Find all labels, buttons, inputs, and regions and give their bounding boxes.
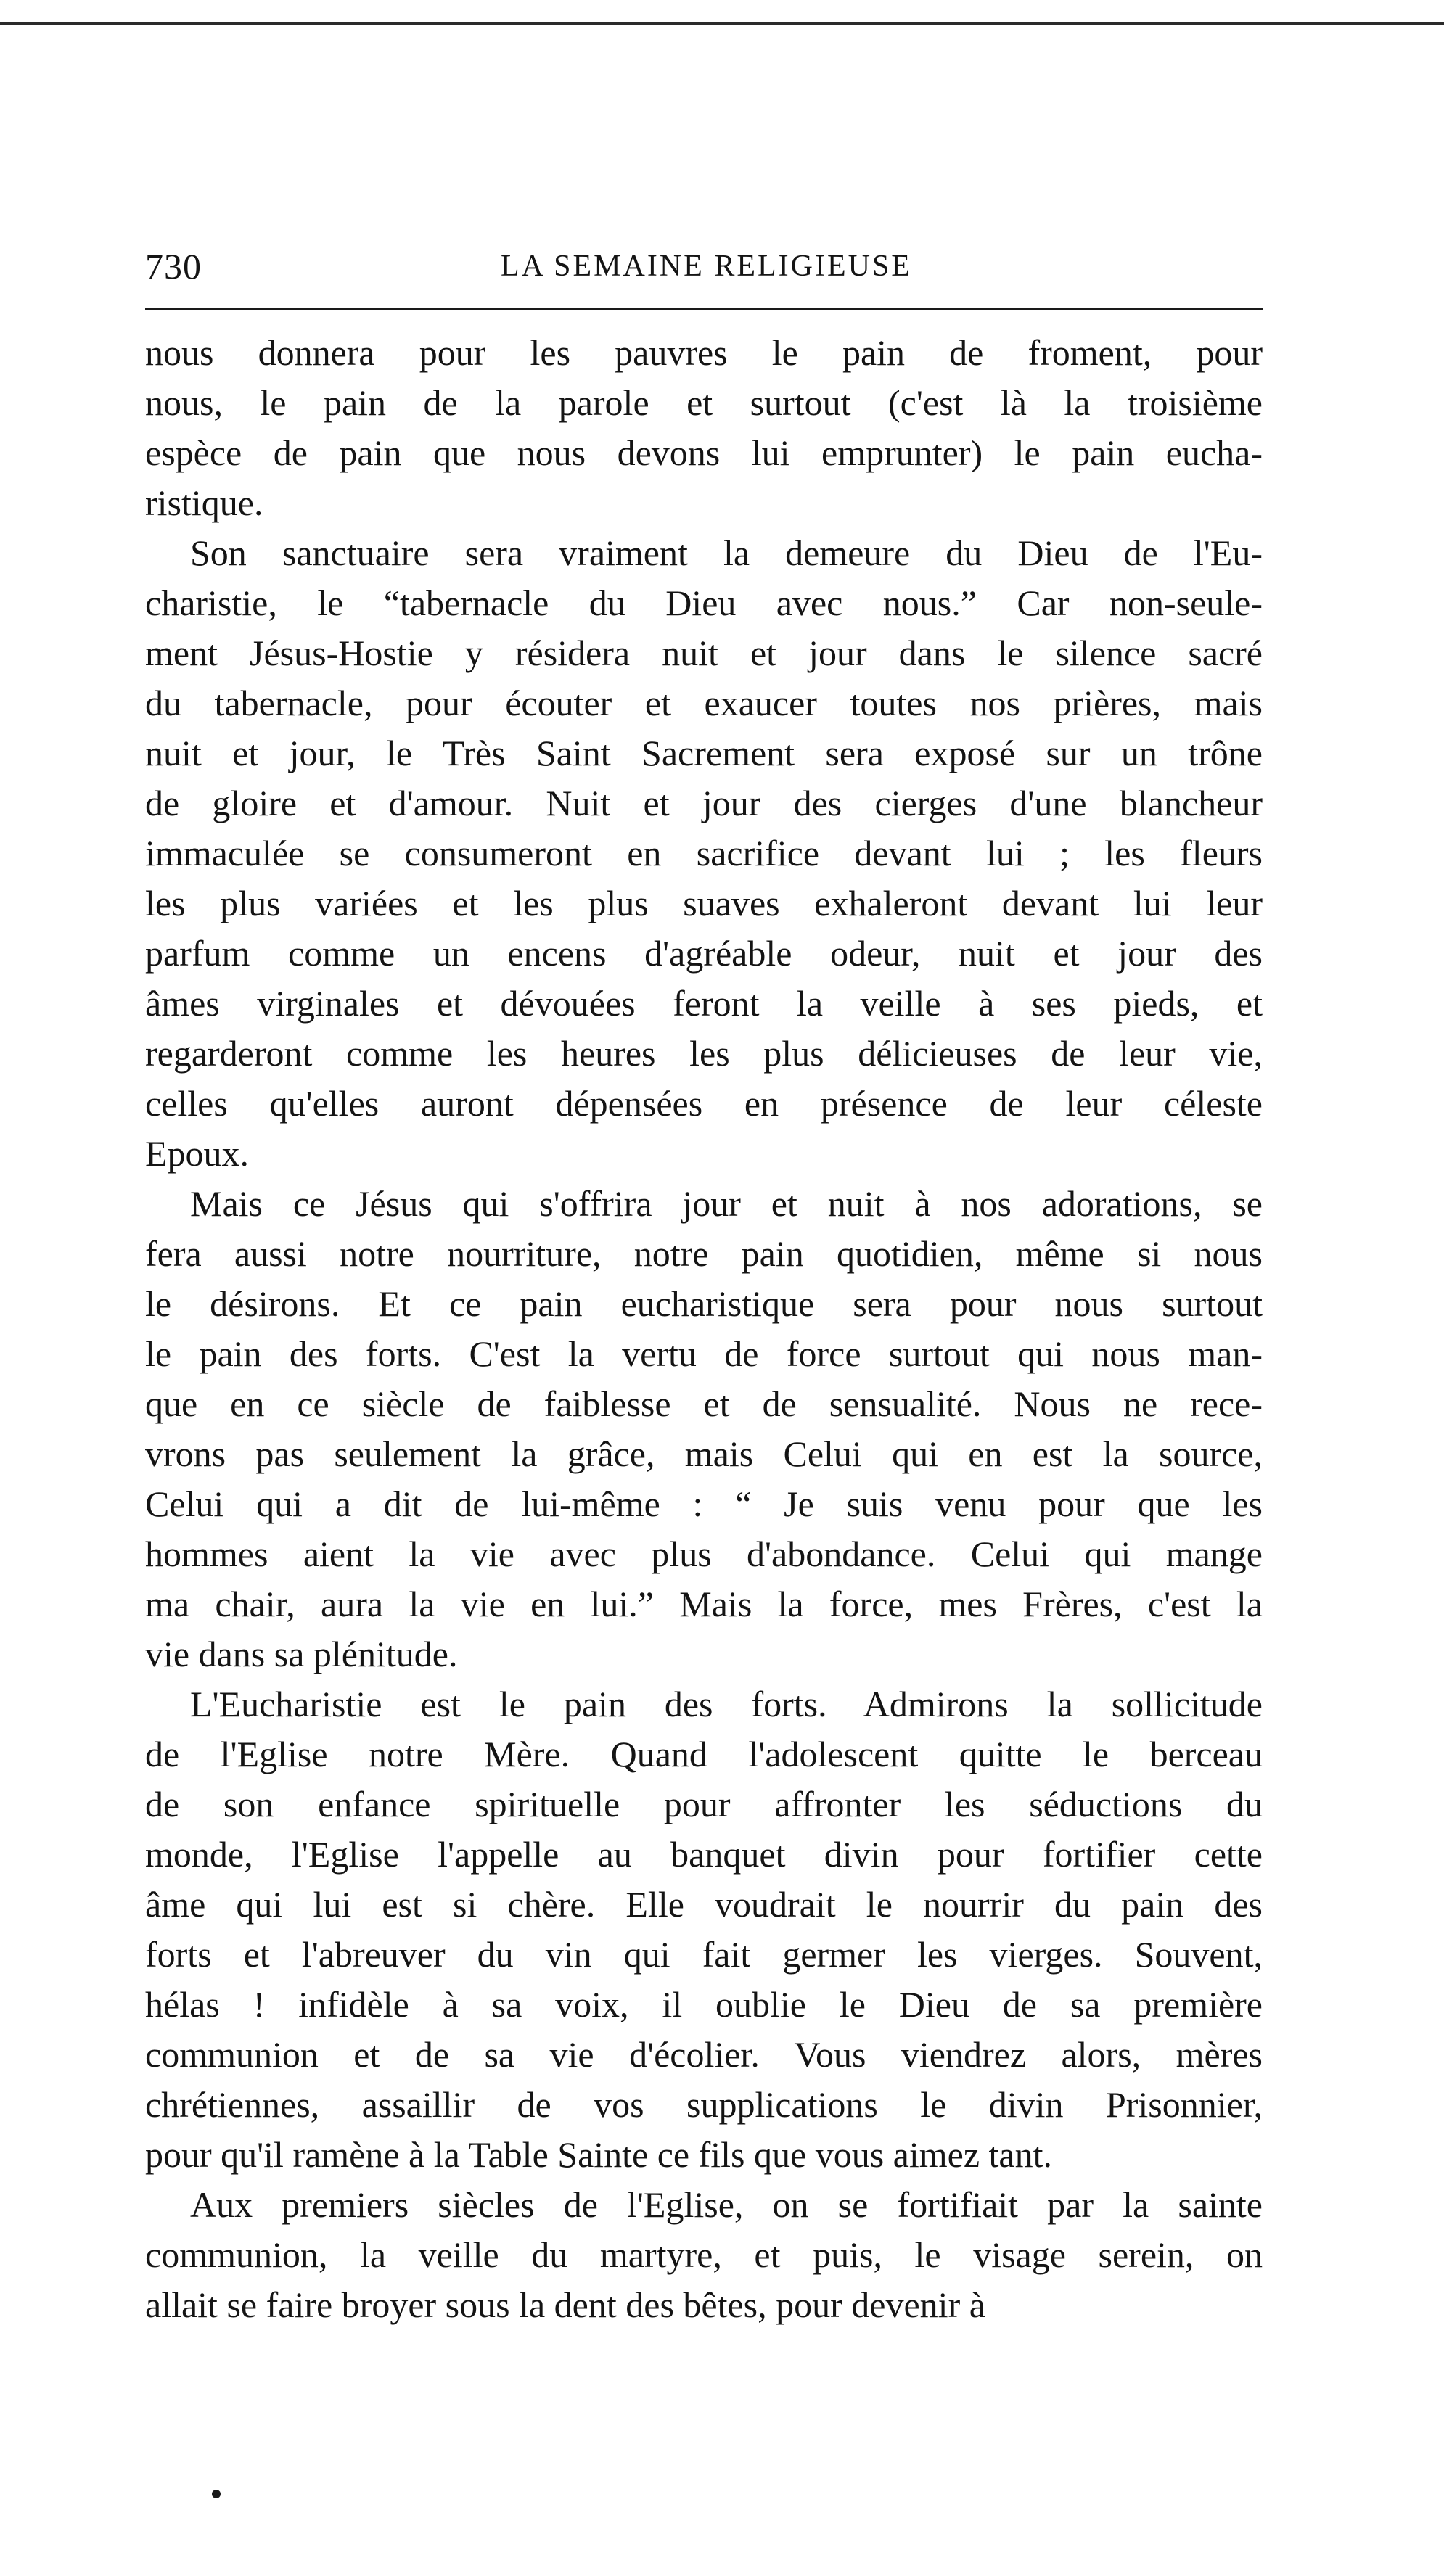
page-number: 730 xyxy=(145,246,202,287)
text-line: hélas ! infidèle à sa voix, il oublie le Dieu de sa première xyxy=(145,1984,1263,2025)
body-text xyxy=(145,328,1263,2330)
text-line: vrons pas seulement la grâce, mais Celui qui en est la source, xyxy=(145,1433,1263,1474)
paragraph xyxy=(145,1679,1263,2180)
paragraph xyxy=(145,328,1263,528)
ink-dot xyxy=(212,2490,221,2498)
header-rule xyxy=(145,308,1263,310)
text-line: allait se faire broyer sous la dent des bêtes, pour devenir à xyxy=(145,2284,985,2325)
text-line: nous, le pain de la parole et surtout (c'est là la troisième xyxy=(145,382,1263,423)
text-line: parfum comme un encens d'agréable odeur, nuit et jour des xyxy=(145,933,1263,974)
text-line: âmes virginales et dévouées feront la veille à ses pieds, et xyxy=(145,983,1263,1024)
text-line: regarderont comme les heures les plus délicieuses de leur vie, xyxy=(145,1033,1263,1074)
text-line: ment Jésus-Hostie y résidera nuit et jour dans le silence sacré xyxy=(145,633,1263,673)
text-line: communion et de sa vie d'écolier. Vous viendrez alors, mères xyxy=(145,2034,1263,2075)
text-line: Son sanctuaire sera vraiment la demeure du Dieu de l'Eu- xyxy=(190,532,1263,573)
text-line: les plus variées et les plus suaves exhaleront devant lui leur xyxy=(145,883,1263,923)
text-line: Aux premiers siècles de l'Eglise, on se fortifiait par la sainte xyxy=(190,2184,1263,2225)
text-line: vie dans sa plénitude. xyxy=(145,1634,458,1674)
top-edge-rule xyxy=(0,22,1444,25)
paragraph xyxy=(145,1179,1263,1679)
text-line: que en ce siècle de faiblesse et de sensualité. Nous ne rece- xyxy=(145,1383,1263,1424)
text-line: Mais ce Jésus qui s'offrira jour et nuit à nos adorations, se xyxy=(190,1183,1263,1224)
text-line: le désirons. Et ce pain eucharistique sera pour nous surtout xyxy=(145,1283,1263,1324)
text-line: le pain des forts. C'est la vertu de force surtout qui nous man- xyxy=(145,1333,1263,1374)
text-line: charistie, le “tabernacle du Dieu avec nous.” Car non-seule- xyxy=(145,583,1263,623)
text-line: pour qu'il ramène à la Table Sainte ce fils que vous aimez tant. xyxy=(145,2134,1052,2175)
text-line: de l'Eglise notre Mère. Quand l'adolescent quitte le berceau xyxy=(145,1734,1263,1774)
paragraph xyxy=(145,528,1263,1179)
text-line: immaculée se consumeront en sacrifice devant lui ; les fleurs xyxy=(145,833,1263,873)
running-head: LA SEMAINE RELIGIEUSE xyxy=(501,250,912,283)
text-line: espèce de pain que nous devons lui emprunter) le pain eucha- xyxy=(145,432,1263,473)
text-line: L'Eucharistie est le pain des forts. Admirons la sollicitude xyxy=(190,1684,1263,1724)
text-line: de son enfance spirituelle pour affronter les séductions du xyxy=(145,1784,1263,1824)
text-line: communion, la veille du martyre, et puis, le visage serein, on xyxy=(145,2234,1263,2275)
text-line: fera aussi notre nourriture, notre pain quotidien, même si nous xyxy=(145,1233,1263,1274)
text-line: nuit et jour, le Très Saint Sacrement sera exposé sur un trône xyxy=(145,733,1263,773)
text-line: âme qui lui est si chère. Elle voudrait le nourrir du pain des xyxy=(145,1884,1263,1925)
page-header xyxy=(145,234,1263,299)
text-line: celles qu'elles auront dépensées en présence de leur céleste xyxy=(145,1083,1263,1124)
text-line: forts et l'abreuver du vin qui fait germer les vierges. Souvent, xyxy=(145,1934,1263,1975)
text-line: ma chair, aura la vie en lui.” Mais la force, mes Frères, c'est la xyxy=(145,1584,1263,1624)
text-line: chrétiennes, assaillir de vos supplications le divin Prisonnier, xyxy=(145,2084,1263,2125)
text-line: du tabernacle, pour écouter et exaucer toutes nos prières, mais xyxy=(145,683,1263,723)
text-line: monde, l'Eglise l'appelle au banquet divin pour fortifier cette xyxy=(145,1834,1263,1875)
text-line: Epoux. xyxy=(145,1133,250,1174)
text-line: Celui qui a dit de lui-même : “ Je suis venu pour que les xyxy=(145,1484,1263,1524)
text-line: nous donnera pour les pauvres le pain de froment, pour xyxy=(145,332,1263,373)
text-line: de gloire et d'amour. Nuit et jour des cierges d'une blancheur xyxy=(145,783,1263,823)
text-line: hommes aient la vie avec plus d'abondance. Celui qui mange xyxy=(145,1534,1263,1574)
text-line: ristique. xyxy=(145,482,263,523)
paragraph xyxy=(145,2180,1263,2330)
